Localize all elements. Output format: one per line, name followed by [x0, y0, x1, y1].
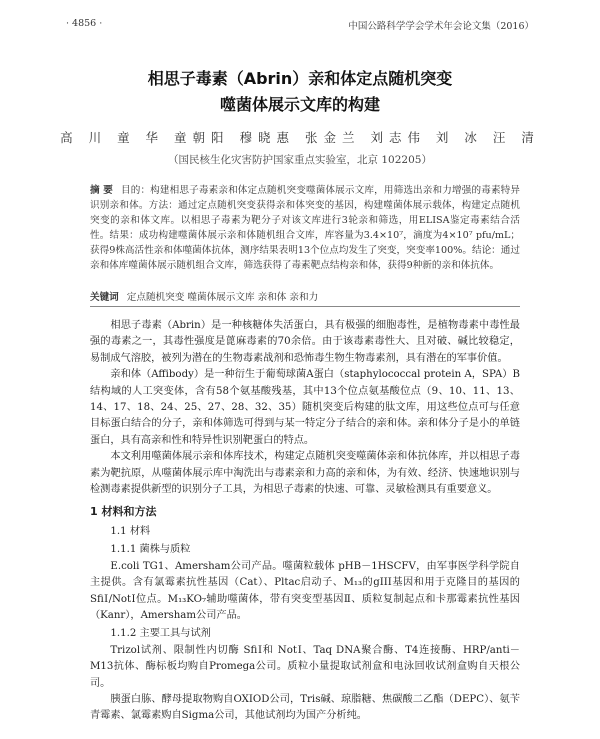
author-list: 高 川 童 华 童朝阳 穆晓惠 张金兰 刘志伟 刘 冰 汪 清 — [60, 130, 540, 145]
intro-paragraph-1: 相思子毒素（Abrin）是一种核糖体失活蛋白，具有极强的细胞毒性，是植物毒素中毒性最强的毒素之一，其毒性强度是蓖麻毒素的70余倍。由于该毒素毒性大、且对破、碱比较稳定，易制成气溶胶，被列为潜在的生物毒素战剂和恐怖毒生物生物毒素剂，具有潜在的军事价值。 — [90, 320, 520, 364]
materials-paragraph-reagents-1: Trizol试剂、限制性内切酶 SfiⅠ和 NotⅠ、Taq DNA聚合酶、T4连接酶、HRP/anti－M13抗体、酶标板均购自Promega公司。质粒小量提取试剂盒和电泳回收试剂盒购自天根公司。 — [90, 644, 520, 689]
title-line-1: 相思子毒素（Abrin）亲和体定点随机突变 — [147, 69, 453, 88]
intro-paragraph-2: 亲和体（Affibody）是一种衍生于葡萄球菌A蛋白（staphylococcal protein A，SPA）B结构域的人工突变体，含有58个氨基酸残基，其中13个位点氨基酸位点（9、10、11、13、14、17、18、24、25、27、28、32、35）随机突变后构建的肽文库，用这些位点可与任意目标蛋白结合的分子，亲和体筛选可得到与某一特定分子结合的亲和体。亲和体分子是小的单链蛋白，具有高亲和性和特异性识别靶蛋白的特点。 — [90, 369, 520, 446]
materials-paragraph-reagents-2: 胰蛋白胨、酵母提取物购自OXIOD公司，Tris碱、琼脂糖、焦碳酸二乙酯（DEPC）、氨苄青霉素、氯霉素购自Sigma公司，其他试剂均为国产分析纯。 — [90, 693, 520, 722]
keywords-text: 定点随机突变 噬菌体展示文库 亲和体 亲和力 — [126, 292, 319, 303]
paper-body — [90, 318, 520, 725]
abstract — [90, 183, 520, 273]
page-number: · 4856 · — [66, 18, 103, 29]
abstract-divider — [90, 306, 520, 307]
running-header — [66, 18, 534, 32]
section-heading-1: 1 材料和方法 — [90, 505, 157, 519]
section-heading-1-1-1: 1.1.1 菌株与质粒 — [110, 544, 191, 556]
journal-name: 中国公路科学学会学术年会论文集（2016） — [348, 21, 534, 32]
section-heading-1-1: 1.1 材料 — [110, 525, 151, 537]
intro-paragraph-3: 本文利用噬菌体展示亲和体库技术，构建定点随机突变噬菌体亲和体抗体库，并以相思子毒素为靶抗原，从噬菌体展示库中淘洗出与毒素亲和力高的亲和体，为有效、经济、快速地识别与检测毒素提供新型的识别分子工具，为相思子毒素的快速、可靠、灵敏检测具有重要意义。 — [90, 451, 520, 496]
title-line-2: 噬菌体展示文库的构建 — [219, 95, 380, 114]
section-heading-1-1-2: 1.1.2 主要工具与试剂 — [110, 628, 211, 640]
paper-title — [0, 66, 600, 118]
keywords-label: 关键词 — [90, 292, 119, 303]
abstract-text: 目的：构建相思子毒素亲和体定点随机突变噬菌体展示文库，用筛选出亲和力增强的毒素特异识别亲和体。方法：通过定点随机突变获得亲和体突变的基因，构建噬菌体展示载体，构建定点随机突变的亲和体文库。以相思子毒素为靶分子对该文库进行3轮亲和筛选，用ELISA鉴定毒素结合活性。结果：成功构建噬菌体展示亲和体随机组合文库，库容量为3.4×10⁷，滴度为4×10⁷ pfu/mL；获得9株高活性亲和体噬菌体抗体，测序结果表明13个位点均发生了突变，突变率100%。结论：通过亲和体库噬菌体展示随机组合文库，筛选获得了毒素靶点结构亲和体，获得9种新的亲和体抗体。 — [90, 185, 521, 271]
abstract-label: 摘 要 — [90, 185, 113, 196]
affiliation: （国民核生化灾害防护国家重点实验室，北京 102205） — [168, 154, 432, 166]
materials-paragraph-strains: E.coli TG1、Amersham公司产品。噬菌粒载体 pHB－1HSCFV，由军事医学科学院自主提供。含有氯霉素抗性基因（Cat）、Pltac启动子、M₁₃的gIII基因和用于克隆目的基因的 SfiⅠ/NotⅠ位点。M₁₃KO₇辅助噬菌体，带有突变型基因Ⅱ、质粒复制起点和卡那霉素抗性基因（Kanr），Amersham公司产品。 — [90, 560, 520, 621]
keywords — [90, 290, 520, 305]
